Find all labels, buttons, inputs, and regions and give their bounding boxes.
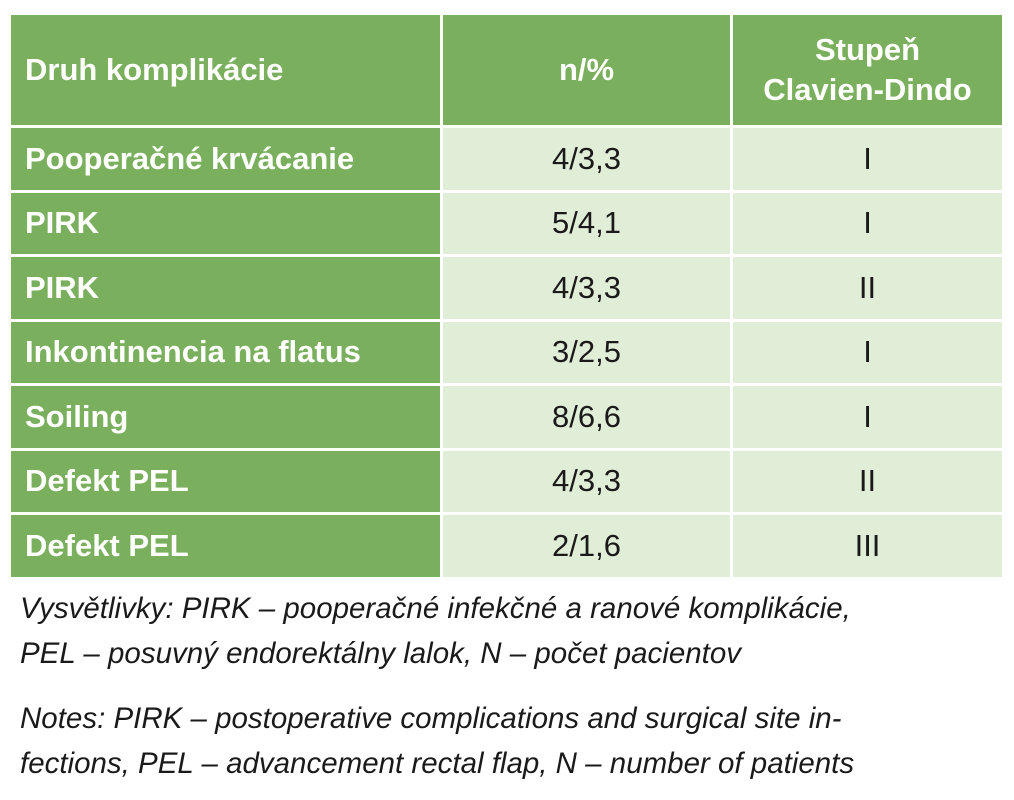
cell-grade: I (732, 320, 1004, 385)
header-grade-line2: Clavien-Dindo (763, 72, 972, 107)
cell-grade: III (732, 514, 1004, 579)
cell-grade: I (732, 127, 1004, 192)
legend-en-line2: fections, PEL – advancement rectal flap, N – number of patients (20, 747, 855, 780)
cell-complication-type: Defekt PEL (10, 514, 442, 579)
cell-n-percent: 4/3,3 (442, 449, 732, 514)
cell-complication-type: Inkontinencia na flatus (10, 320, 442, 385)
table-row (10, 514, 1004, 579)
cell-complication-type: PIRK (10, 256, 442, 321)
cell-grade: I (732, 385, 1004, 450)
cell-complication-type: Pooperačné krvácanie (10, 127, 442, 192)
header-complication-type: Druh komplikácie (10, 14, 442, 127)
complications-table (8, 12, 1005, 580)
cell-n-percent: 4/3,3 (442, 256, 732, 321)
table-row (10, 127, 1004, 192)
table-row (10, 191, 1004, 256)
cell-complication-type: PIRK (10, 191, 442, 256)
cell-complication-type: Defekt PEL (10, 449, 442, 514)
header-grade-line1: Stupeň (814, 32, 921, 67)
legend-sk-line1: Vysvětlivky: PIRK – pooperačné infekčné a ranové komplikácie, (20, 592, 851, 625)
cell-n-percent: 5/4,1 (442, 191, 732, 256)
table-row (10, 449, 1004, 514)
header-n-percent: n/% (442, 14, 732, 127)
header-clavien-dindo-grade (732, 14, 1004, 127)
cell-grade: II (732, 256, 1004, 321)
legend-slovak (20, 586, 1004, 676)
cell-grade: I (732, 191, 1004, 256)
table-row (10, 256, 1004, 321)
legend-sk-line2: PEL – posuvný endorektálny lalok, N – počet pacientov (20, 637, 742, 670)
cell-complication-type: Soiling (10, 385, 442, 450)
cropped-caption-fragment (0, 0, 1014, 12)
legend-en-line1: Notes: PIRK – postoperative complications and surgical site in- (20, 702, 842, 735)
cell-grade: II (732, 449, 1004, 514)
cell-n-percent: 3/2,5 (442, 320, 732, 385)
table-row (10, 320, 1004, 385)
table-header-row (10, 14, 1004, 127)
cell-n-percent: 4/3,3 (442, 127, 732, 192)
cell-n-percent: 8/6,6 (442, 385, 732, 450)
legend-english (20, 696, 1004, 786)
table-row (10, 385, 1004, 450)
cell-n-percent: 2/1,6 (442, 514, 732, 579)
